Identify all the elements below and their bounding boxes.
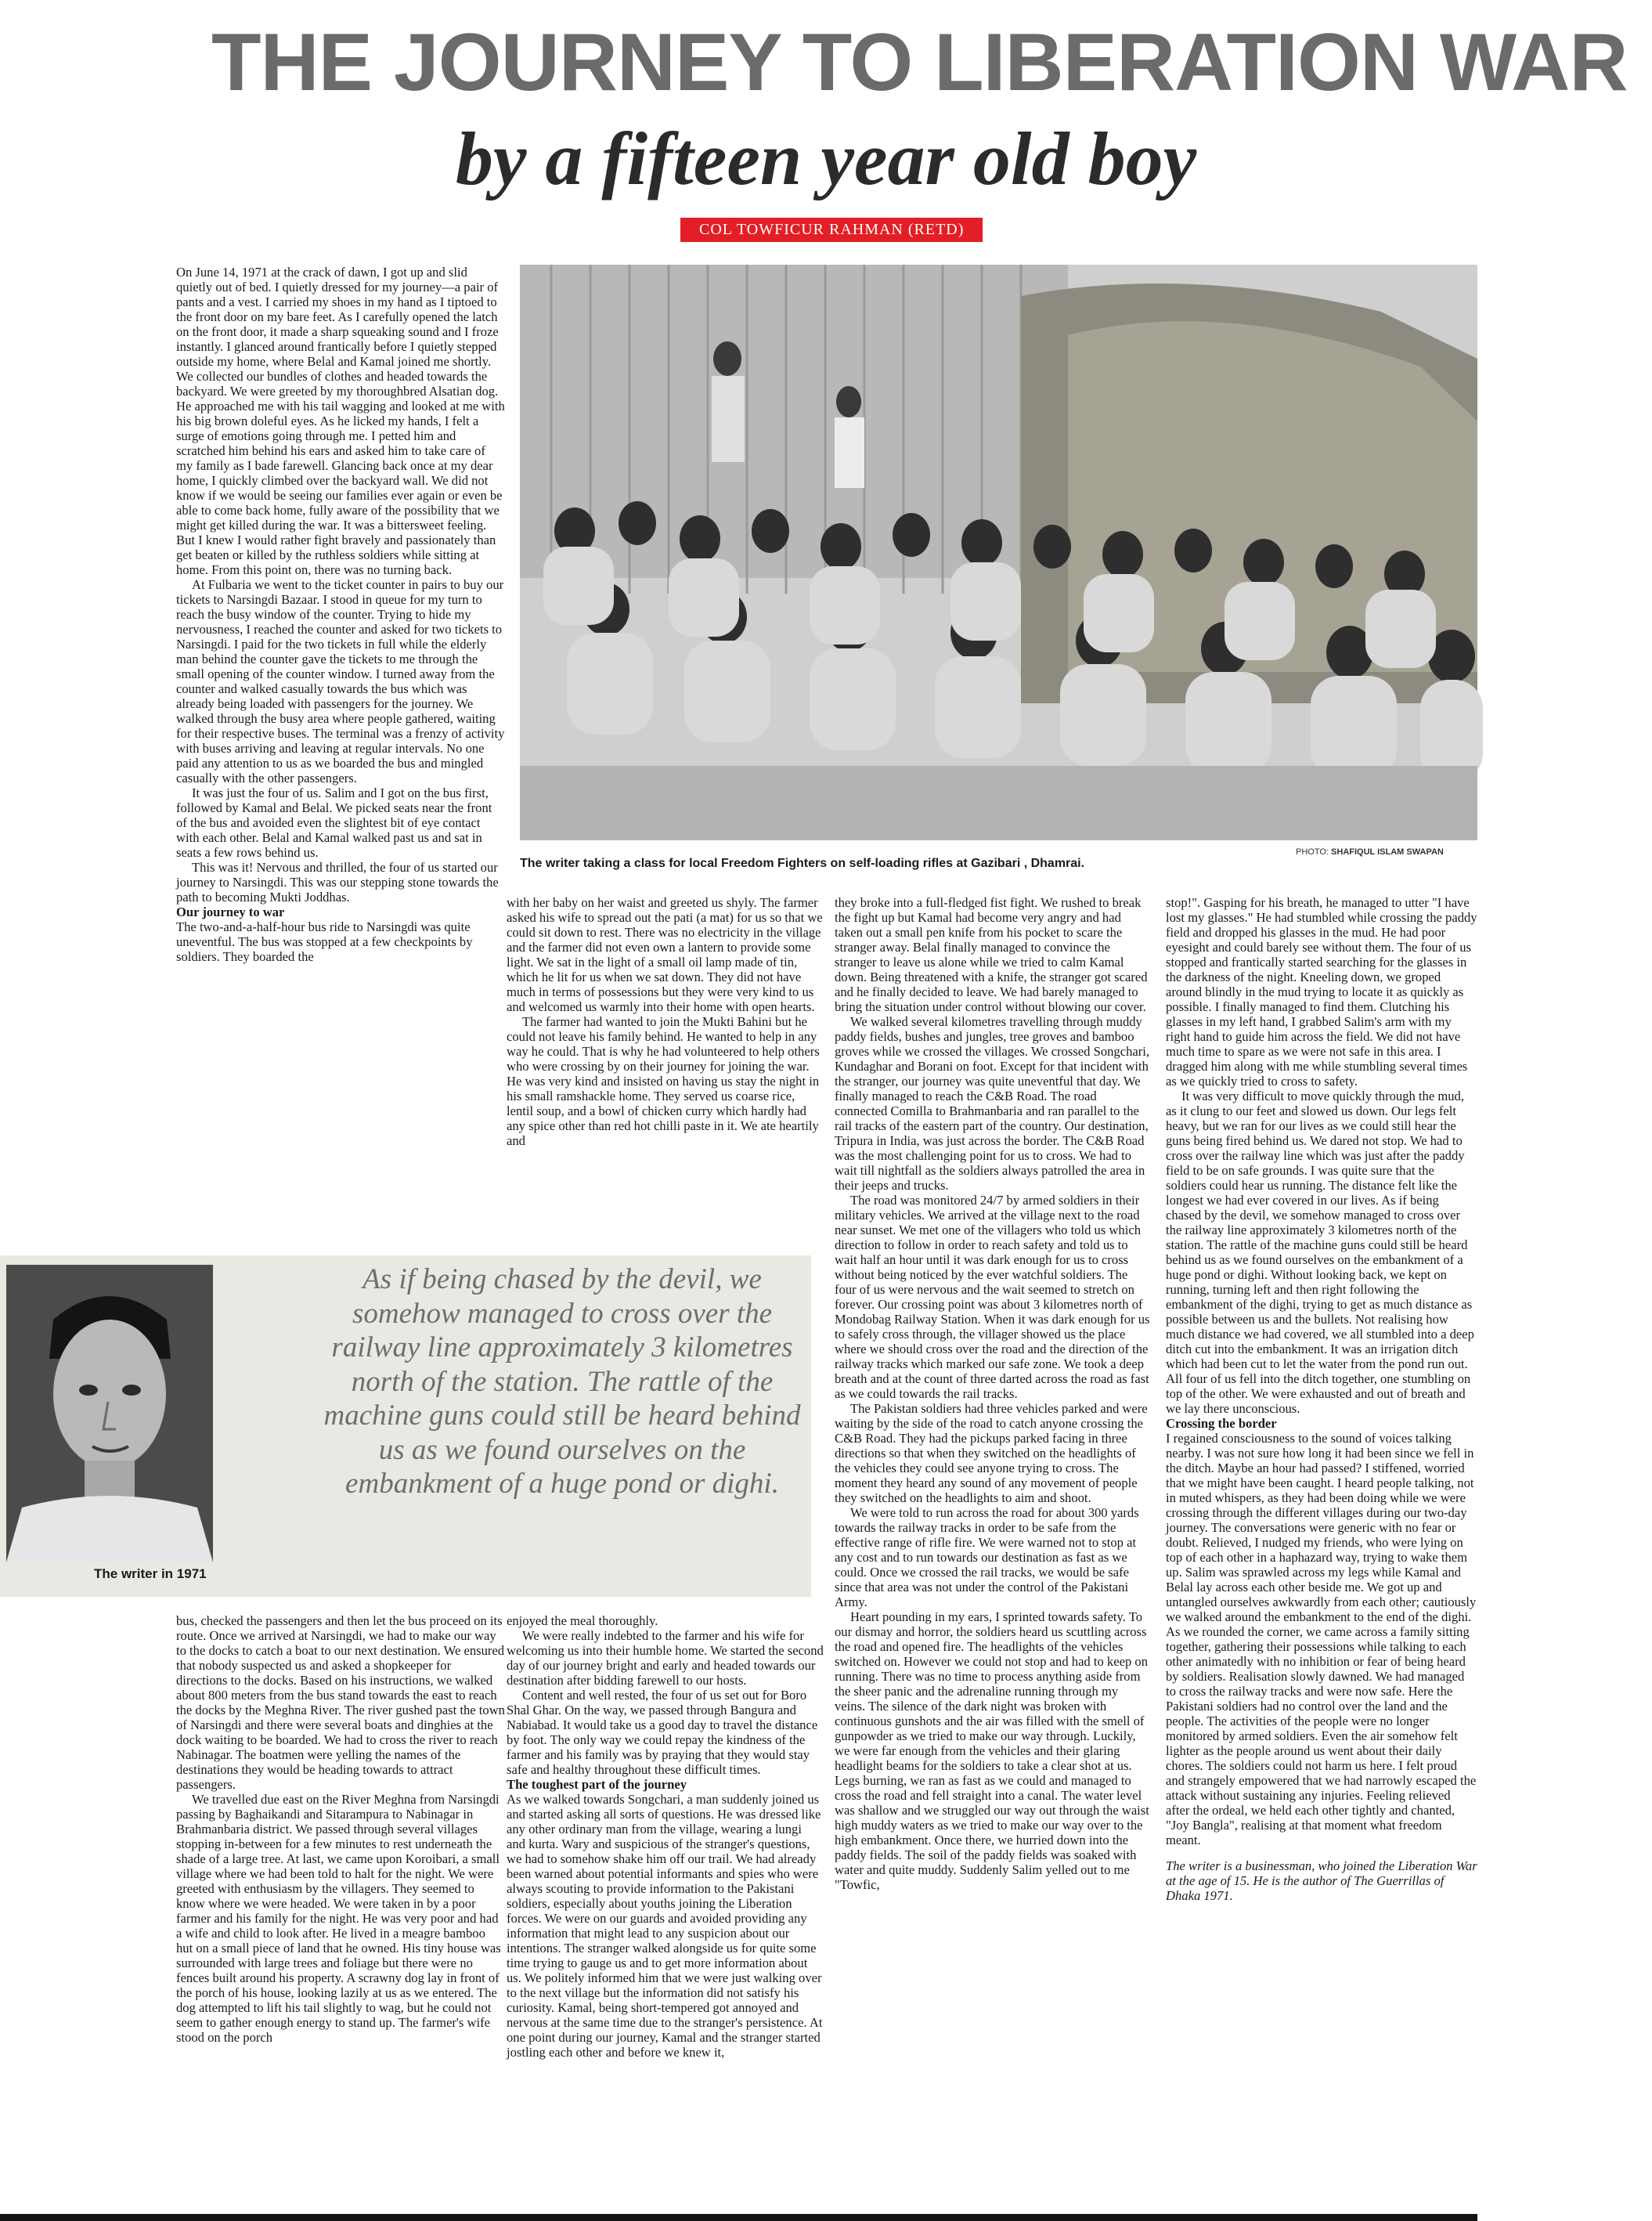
article-column-1 <box>176 265 505 1240</box>
author-note: The writer is a businessman, who joined the Liberation War at the age of 15. He is the author of The Guerrillas of Dhaka 1971. <box>1166 1858 1477 1903</box>
paragraph: As we walked towards Songchari, a man suddenly joined us and started asking all sorts of questions. He was dressed like any other ordinary man from the village, wearing a lungi and kurta. Wary and suspicious of the stranger's questions, we had to somehow shake him off our trail. We had already been warned about potential informants and spies who were always scouting to provide information to the Pakistani soldiers, especially about youths joining the Liberation forces. We were on our guards and avoided providing any information that might lead to any suspicion about our intentions. The stranger walked alongside us for quite some time trying to gauge us and to get more information about us. We politely informed him that we were just walking over to the next village but the information did not satisfy his curiosity. Kamal, being short-tempered got annoyed and nervous at the same time due to the stranger's persistence. At one point during our journey, Kamal and the stranger started jostling each other and before we knew it, <box>507 1792 823 2060</box>
paragraph: We travelled due east on the River Meghna from Narsingdi passing by Baghaikandi and Sitarampura to Nabinagar in Brahmanbaria district. We passed through several villages stopping in-between for a few minutes to rest underneath the shade of a large tree. At last, we came upon Koroibari, a small village where we had been told to halt for the night. We were greeted with enthusiasm by the villagers. They seemed to know where we were headed. We were taken in by a poor farmer and his family for the night. He was very poor and had a wife and child to look after. He lived in a meagre bamboo hut on a small piece of land that he owned. His tiny house was surrounded with large trees and foliage but there were no fences built around his property. A scrawny dog lay in front of the porch of his house, looking lazily at us as we entered. The dog attempted to lift his tail slightly to wag, but he could not seem to gather enough energy to stand up. The farmer's wife stood on the porch <box>176 1792 501 2045</box>
byline: COL TOWFICUR RAHMAN (RETD) <box>680 218 983 242</box>
photo-credit-label: PHOTO: <box>1296 847 1329 857</box>
portrait-caption: The writer in 1971 <box>94 1566 207 1581</box>
headline: THE JOURNEY TO LIBERATION WAR <box>211 17 1628 108</box>
paragraph: I regained consciousness to the sound of voices talking nearby. I was not sure how long it had been since we fell in the ditch. Maybe an hour had passed? I stiffened, worried that we might have been caught. I heard people talking, not in muted whispers, as they had been doing while we were crossing through the different villages during our two-day journey. The conversations were generic with no fear or doubt. Relieved, I nudged my friends, who were lying on top of each other in a haphazard way, trying to wake them up. Salim was sprawled across my legs while Kamal and Belal lay across each other beside me. We got up and untangled ourselves awkwardly from each other; cautiously we walked around the embankment to the end of the dighi. As we rounded the corner, we came across a family sitting together, gathering their possessions while talking to each other animatedly with no inhibition or fear of being heard by soldiers. Realisation slowly dawned. We had managed to cross the railway tracks and were now safe. Here the Pakistani soldiers had no control over the land and the people. The activities of the people were no longer monitored by armed soldiers. Even the air somehow felt lighter as the people around us went about their daily chores. The soldiers could not harm us here. I felt proud and strangely empowered that we had narrowly escaped the attack without sustaining any injuries. Feeling relieved after the ordeal, we held each other tightly and chanted, "Joy Bangla", realising at that moment what freedom meant. <box>1166 1431 1477 1847</box>
page-bottom-bar <box>0 2214 1477 2221</box>
section-subheading: Our journey to war <box>176 905 285 919</box>
paragraph: The farmer had wanted to join the Mukti Bahini but he could not leave his family behind. He wanted to help in any way he could. That is why he had volunteered to help others who were crossing by on their journey for joining the war. He was very kind and insisted on having us stay the night in his small ramshackle home. They served us coarse rice, lentil soup, and a bowl of chicken curry which hardly had any spice other than red hot chilli paste in it. We ate heartily and <box>507 1014 820 1148</box>
paragraph: they broke into a full-fledged fist fight. We rushed to break the fight up but Kamal had become very angry and had taken out a small pen knife from his pocket to scare the stranger away. Belal finally managed to convince the stranger to leave us alone while we tried to calm Kamal down. Being threatened with a knife, the stranger got scared and he finally decided to leave. We had barely managed to bring the situation under control without blowing our cover. <box>835 895 1148 1014</box>
pull-quote: As if being chased by the devil, we somehow managed to cross over the railway line approximately 3 kilometres north of the station. The rattle of the machine guns could still be heard behind us as we found ourselves on the embankment of a huge pond or dighi. <box>323 1263 801 1500</box>
paragraph: This was it! Nervous and thrilled, the four of us started our journey to Narsingdi. This was our stepping stone towards the path to becoming Mukti Joddhas. <box>176 860 499 905</box>
main-photo-caption: The writer taking a class for local Freedom Fighters on self-loading rifles at Gazibari , Dhamrai. <box>520 857 1085 870</box>
paragraph: We were told to run across the road for about 300 yards towards the railway tracks in order to be safe from the effective range of rifle fire. We were warned not to stop at any cost and to run towards our destination as fast as we could. Once we crossed the rail tracks, we would be safe since that area was not under the control of the Pakistani Army. <box>835 1505 1139 1609</box>
article-column-1-continued <box>176 1613 505 2214</box>
paragraph: On June 14, 1971 at the crack of dawn, I got up and slid quietly out of bed. I quietly dressed for my journey—a pair of pants and a vest. I carried my shoes in my hand as I tiptoed to the front door on my bare feet. As I carefully opened the latch on the front door, it made a sharp squeaking sound and I froze instantly. I glanced around frantically before I quietly stepped outside my home, where Belal and Kamal joined me shortly. We collected our bundles of clothes and headed towards the backyard. We were greeted by my thoroughbred Alsatian dog. He approached me with his tail wagging and looked at me with his big brown doleful eyes. As he licked my hands, I felt a surge of emotions going through me. I petted him and scratched him behind his ears and asked him to take care of my family as I bade farewell. Glancing back once at my dear home, I quickly climbed over the backyard wall. We did not know if we would be seeing our families ever again or even be able to come back home, fully aware of the possibility that we might get killed during the war. It was a bittersweet feeling. But I knew I would rather fight bravely and passionately than get beaten or killed by the ruthless soldiers while sitting at home. From this point on, there was no turning back. <box>176 265 505 577</box>
paragraph: stop!". Gasping for his breath, he managed to utter "I have lost my glasses." He had stumbled while crossing the paddy field and dropped his glasses in the mud. He had poor eyesight and could barely see without them. The four of us stopped and frantically started searching for the glasses in the darkness of the night. Kneeling down, we groped around blindly in the mud trying to locate it as quickly as possible. I finally managed to find them. Clutching his glasses in my left hand, I grabbed Salim's arm with my right hand to guide him across the field. We did not have much time to spare as we were not safe in this area. I dragged him along with me while stumbling several times as we quickly tried to cross to safety. <box>1166 895 1477 1089</box>
article-column-3 <box>835 895 1152 2219</box>
paragraph: It was very difficult to move quickly through the mud, as it clung to our feet and slowed us down. Our legs felt heavy, but we ran for our lives as we could still hear the guns being fired behind us. We dared not stop. We had to cross over the railway line which was just after the paddy field to be on safe grounds. I was quite sure that the soldiers could hear us running. The distance felt like the longest we had ever covered in our lives. As if being chased by the devil, we somehow managed to cross over the railway line approximately 3 kilometres north of the station. The rattle of the machine guns could still be heard behind us as we found ourselves on the embankment of a huge pond or dighi. Without looking back, we kept on running, turning left and then right following the embankment of the dighi, trying to get as much distance as possible between us and the bullets. Not realising how much distance we had covered, we all stumbled into a deep ditch cut into the embankment. It was an irrigation ditch which had been cut to let the water from the pond run out. All four of us fell into the ditch together, one stumbling on top of the other. We were exhausted and out of breath and we lay there unconscious. <box>1166 1089 1474 1416</box>
paragraph: The Pakistan soldiers had three vehicles parked and were waiting by the side of the road to catch anyone crossing the C&B Road. They had the pickups parked facing in three directions so that when they switched on the headlights of the vehicles they could see anyone trying to cross. The moment they heard any sound of any movement of people they switched on the headlights to aim and shoot. <box>835 1401 1148 1505</box>
photo-credit-name: SHAFIQUL ISLAM SWAPAN <box>1331 847 1444 857</box>
main-photo <box>520 265 1477 840</box>
portrait-young-writer <box>6 1265 213 1562</box>
section-subheading: Crossing the border <box>1166 1416 1277 1431</box>
section-masthead-clipped <box>0 0 705 11</box>
article-column-4 <box>1166 895 1477 2219</box>
paragraph: The two-and-a-half-hour bus ride to Narsingdi was quite uneventful. The bus was stopped at a few checkpoints by soldiers. They boarded the <box>176 919 473 964</box>
photo-freedom-fighters-class <box>520 265 1477 840</box>
paragraph: It was just the four of us. Salim and I got on the bus first, followed by Kamal and Belal. We picked seats near the front of the bus and avoided even the slightest bit of eye contact with each other. Belal and Kamal walked past us and sat in seats a few rows behind us. <box>176 785 492 860</box>
paragraph: Heart pounding in my ears, I sprinted towards safety. To our dismay and horror, the soldiers heard us scuttling across the road and opened fire. The headlights of the vehicles switched on. However we could not stop and had to keep on running. There was no time to process anything aside from the sheer panic and the adrenaline running through my veins. The silence of the dark night was broken with continuous gunshots and the air was filled with the smell of gunpowder as we tried to make our way through. Luckily, we were far enough from the vehicles and their glaring headlight beams for the soldiers to take a clear shot at us. Legs burning, we ran as fast as we could and managed to cross the road and fell straight into a canal. The water level was shallow and we struggled our way out through the waist high muddy waters as we tried to make our way over to the high embankment. Once there, we hurried down into the paddy fields. The soil of the paddy fields was soaked with water and quite muddy. Suddenly Salim yelled out to me "Towfic, <box>835 1609 1149 1892</box>
article-column-2 <box>507 895 824 1240</box>
article-column-2-continued <box>507 1613 824 2214</box>
paragraph: We walked several kilometres travelling through muddy paddy fields, bushes and jungles, tree groves and bamboo groves while we crossed the villages. We crossed Songchari, Kundaghar and Borani on foot. Except for that incident with the stranger, our journey was quite uneventful that day. We finally managed to reach the C&B Road. The road connected Comilla to Brahmanbaria and ran parallel to the rail tracks of the eastern part of the country. Our destination, Tripura in India, was just across the border. The C&B Road was the most challenging point for us to cross. We had to wait till nightfall as the soldiers always patrolled the area in their jeeps and trucks. <box>835 1014 1150 1193</box>
paragraph: We were really indebted to the farmer and his wife for welcoming us into their humble home. We started the second day of our journey bright and early and headed towards our destination after bidding farewell to our hosts. <box>507 1628 824 1688</box>
paragraph: bus, checked the passengers and then let the bus proceed on its route. Once we arrived at Narsingdi, we had to make our way to the docks to catch a boat to our next destination. We ensured that nobody suspected us and asked a shopkeeper for directions to the docks. Based on his instructions, we walked about 800 meters from the bus stand towards the east to reach the docks by the Meghna River. The river gushed past the town of Narsingdi and there were several boats and dinghies at the dock waiting to be boarded. We had to cross the river to reach Nabinagar. The boatmen were yelling the names of the destinations they would be heading towards to attract passengers. <box>176 1613 505 1792</box>
section-subheading: The toughest part of the journey <box>507 1777 687 1792</box>
paragraph: enjoyed the meal thoroughly. <box>507 1613 658 1628</box>
paragraph: At Fulbaria we went to the ticket counter in pairs to buy our tickets to Narsingdi Bazaar. I stood in queue for my turn to reach the busy window of the counter. Trying to hide my nervousness, I reached the counter and asked for two tickets to Narsingdi. I paid for the two tickets in full while the elderly man behind the counter gave the tickets to me through the small opening of the counter window. I turned away from the counter and walked casually towards the bus which was already being loaded with passengers for the journey. We walked through the busy area where people gathered, waiting for their respective buses. The terminal was a frenzy of activity with buses arriving and leaving at regular intervals. No one paid any attention to us as we boarded the bus and mingled casually with the other passengers. <box>176 577 505 785</box>
paragraph: with her baby on her waist and greeted us shyly. The farmer asked his wife to spread out the pati (a mat) for us so that we could sit down to rest. There was no electricity in the village and the farmer did not even own a lantern to provide some light. We sat in the light of a small oil lamp made of tin, which he lit for us when we sat down. They did not have much in terms of possessions but they were very kind to us and welcomed us warmly into their home with open hearts. <box>507 895 823 1014</box>
photo-credit <box>1296 847 1477 857</box>
portrait-photo <box>6 1265 213 1562</box>
paragraph: Content and well rested, the four of us set out for Boro Shal Ghar. On the way, we passed through Bangura and Nabiabad. It would take us a good day to travel the distance by foot. The only way we could repay the kindness of the farmer and his family was by praying that they would stay safe and healthy throughout these difficult times. <box>507 1688 818 1777</box>
paragraph: The road was monitored 24/7 by armed soldiers in their military vehicles. We arrived at the village next to the road near sunset. We met one of the villagers who told us which direction to follow in order to reach safety and told us to wait half an hour until it was dark enough for us to cross without being noticed by the ever watchful soldiers. The four of us were nervous and the wait seemed to stretch on forever. Our crossing point was about 3 kilometres north of Mondobag Railway Station. When it was dark enough for us to safely cross through, the villager showed us the place where we should cross over the road and the direction of the railway tracks which marked our safe zone. We took a deep breath and at the count of three darted across the road as fast as we could towards the rail tracks. <box>835 1193 1150 1401</box>
subheadline: by a fifteen year old boy <box>455 117 1197 200</box>
